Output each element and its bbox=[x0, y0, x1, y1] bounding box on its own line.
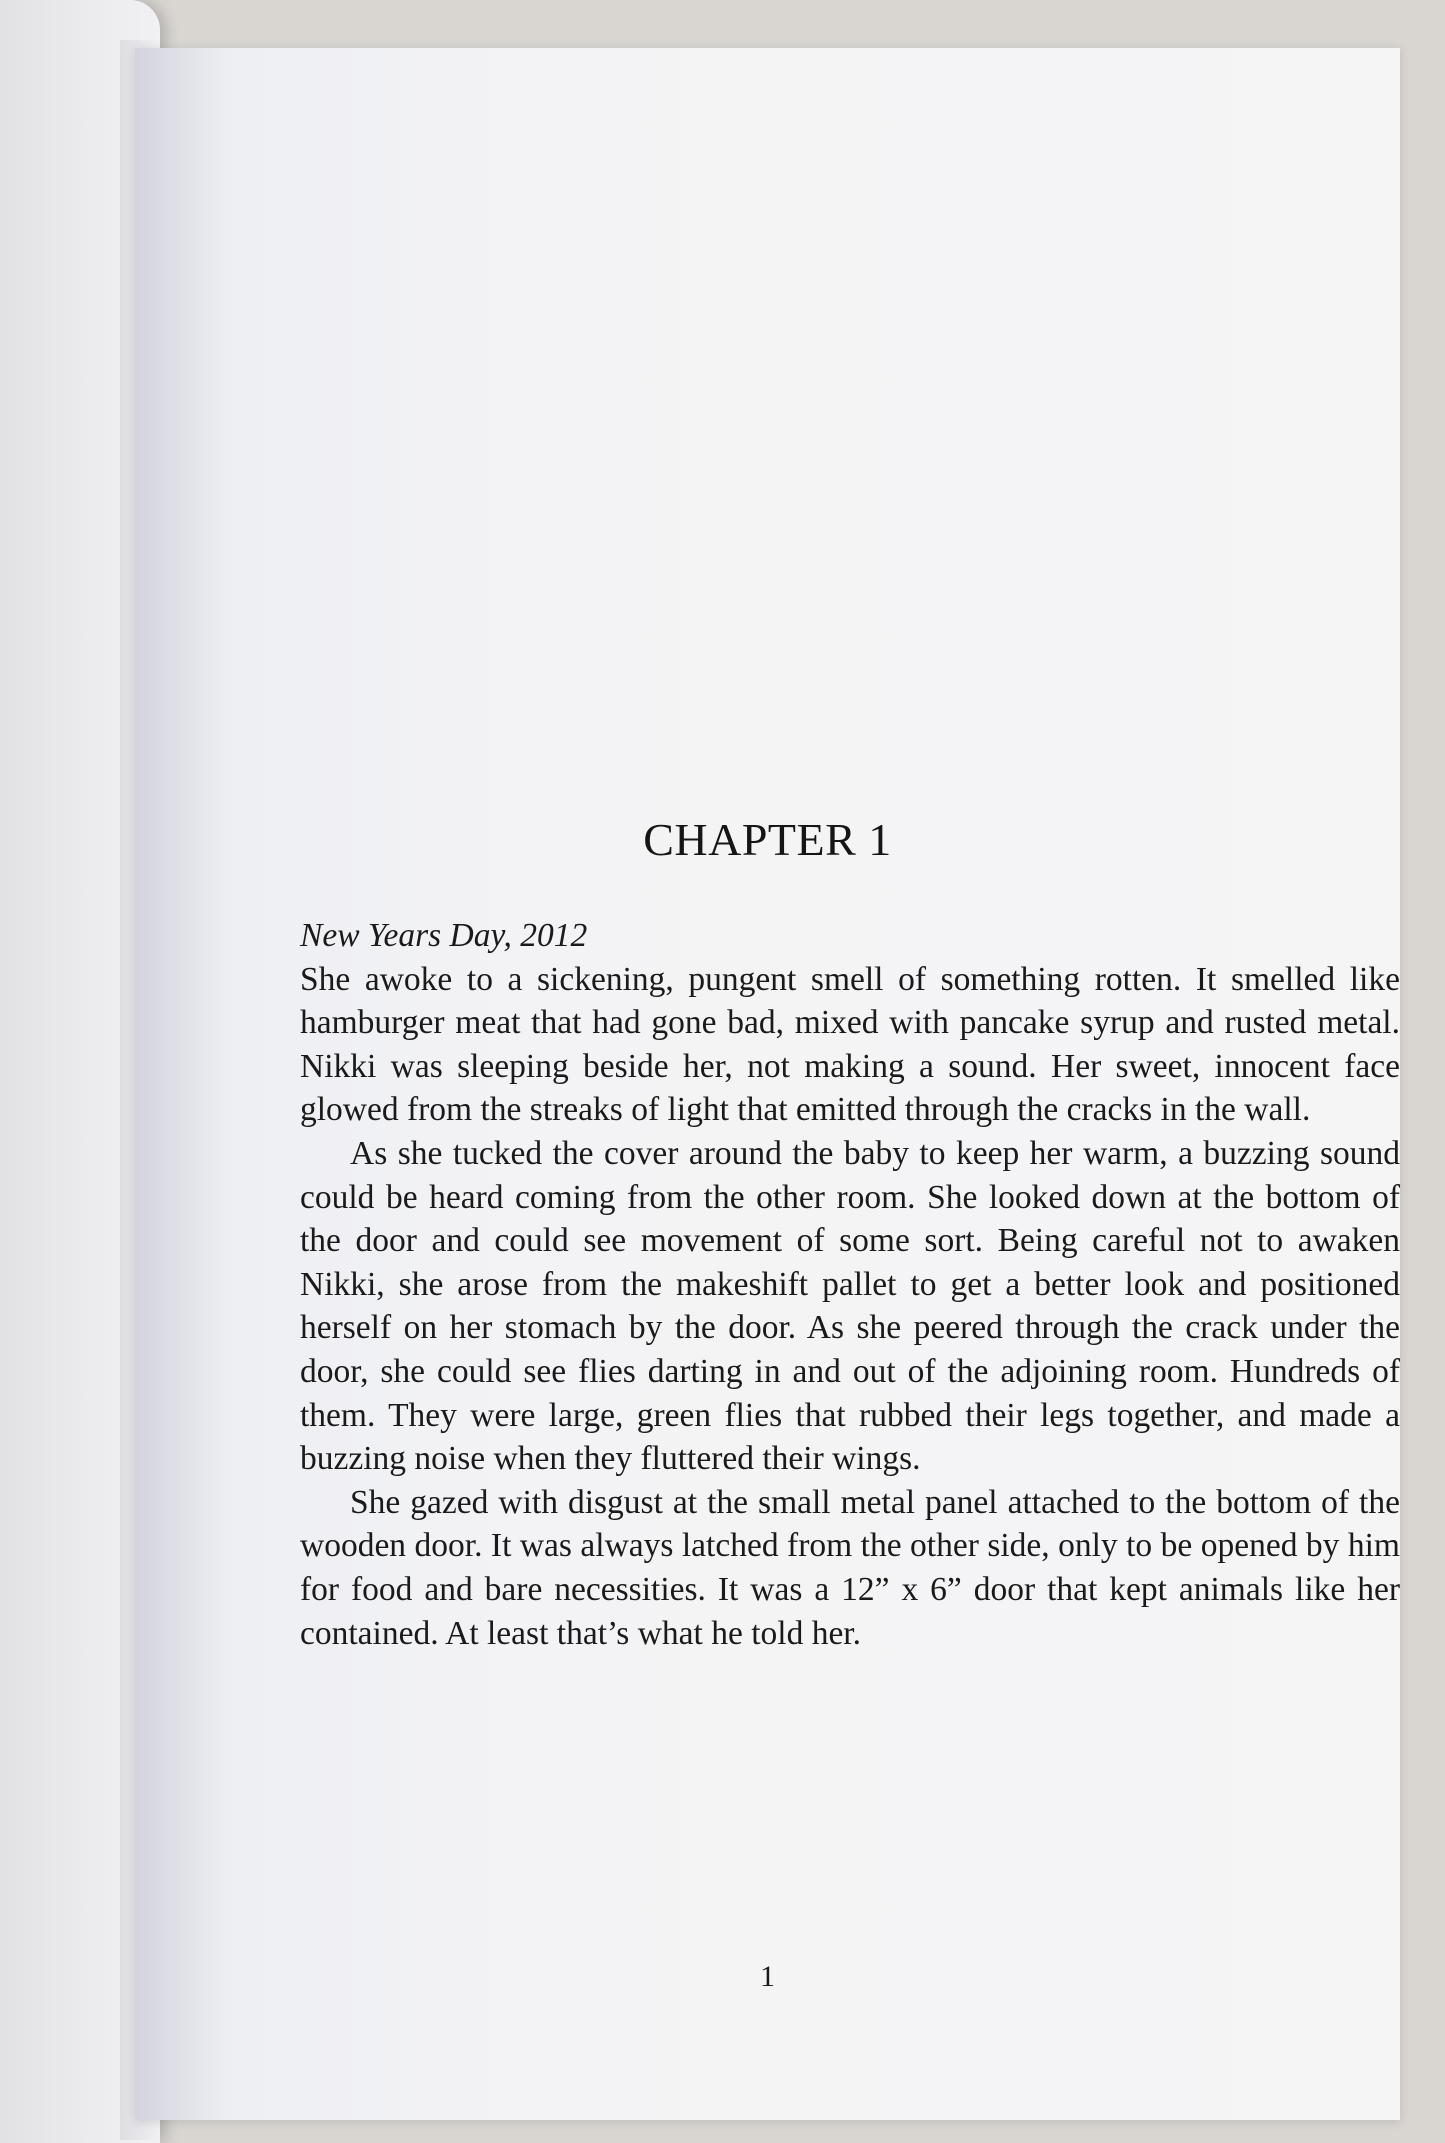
chapter-title: CHAPTER 1 bbox=[643, 814, 892, 865]
paragraph-1: She awoke to a sickening, pungent smell of something rotten. It smelled like hamburger meat that had gone bad, mixed with pancake syrup and rusted metal. Nikki was sleeping beside her, not making a sound. Her sweet, innocent face glowed from the streaks of light that emitted through the cracks in the wall. bbox=[300, 960, 1400, 1129]
chapter-dateline: New Years Day, 2012 bbox=[300, 917, 588, 954]
page-number: 1 bbox=[760, 1960, 775, 1993]
chapter-body bbox=[300, 914, 1400, 1655]
paragraph-3: She gazed with disgust at the small metal panel attached to the bottom of the wooden door. It was always latched from the other side, only to be opened by him for food and bare necessities. It was a 12” x 6” door that kept animals like her contained. At least that’s what he told her. bbox=[300, 1483, 1400, 1652]
book-page bbox=[135, 48, 1400, 2120]
paragraph-2: As she tucked the cover around the baby to keep her warm, a buzzing sound could be heard coming from the other room. She looked down at the bottom of the door and could see movement of some sort. Being careful not to awaken Nikki, she arose from the makeshift pallet to get a better look and positioned herself on her stomach by the door. As she peered through the crack under the door, she could see flies darting in and out of the adjoining room. Hundreds of them. They were large, green flies that rubbed their legs together, and made a buzzing noise when they fluttered their wings. bbox=[300, 1134, 1400, 1478]
gutter-shade bbox=[135, 48, 225, 2120]
